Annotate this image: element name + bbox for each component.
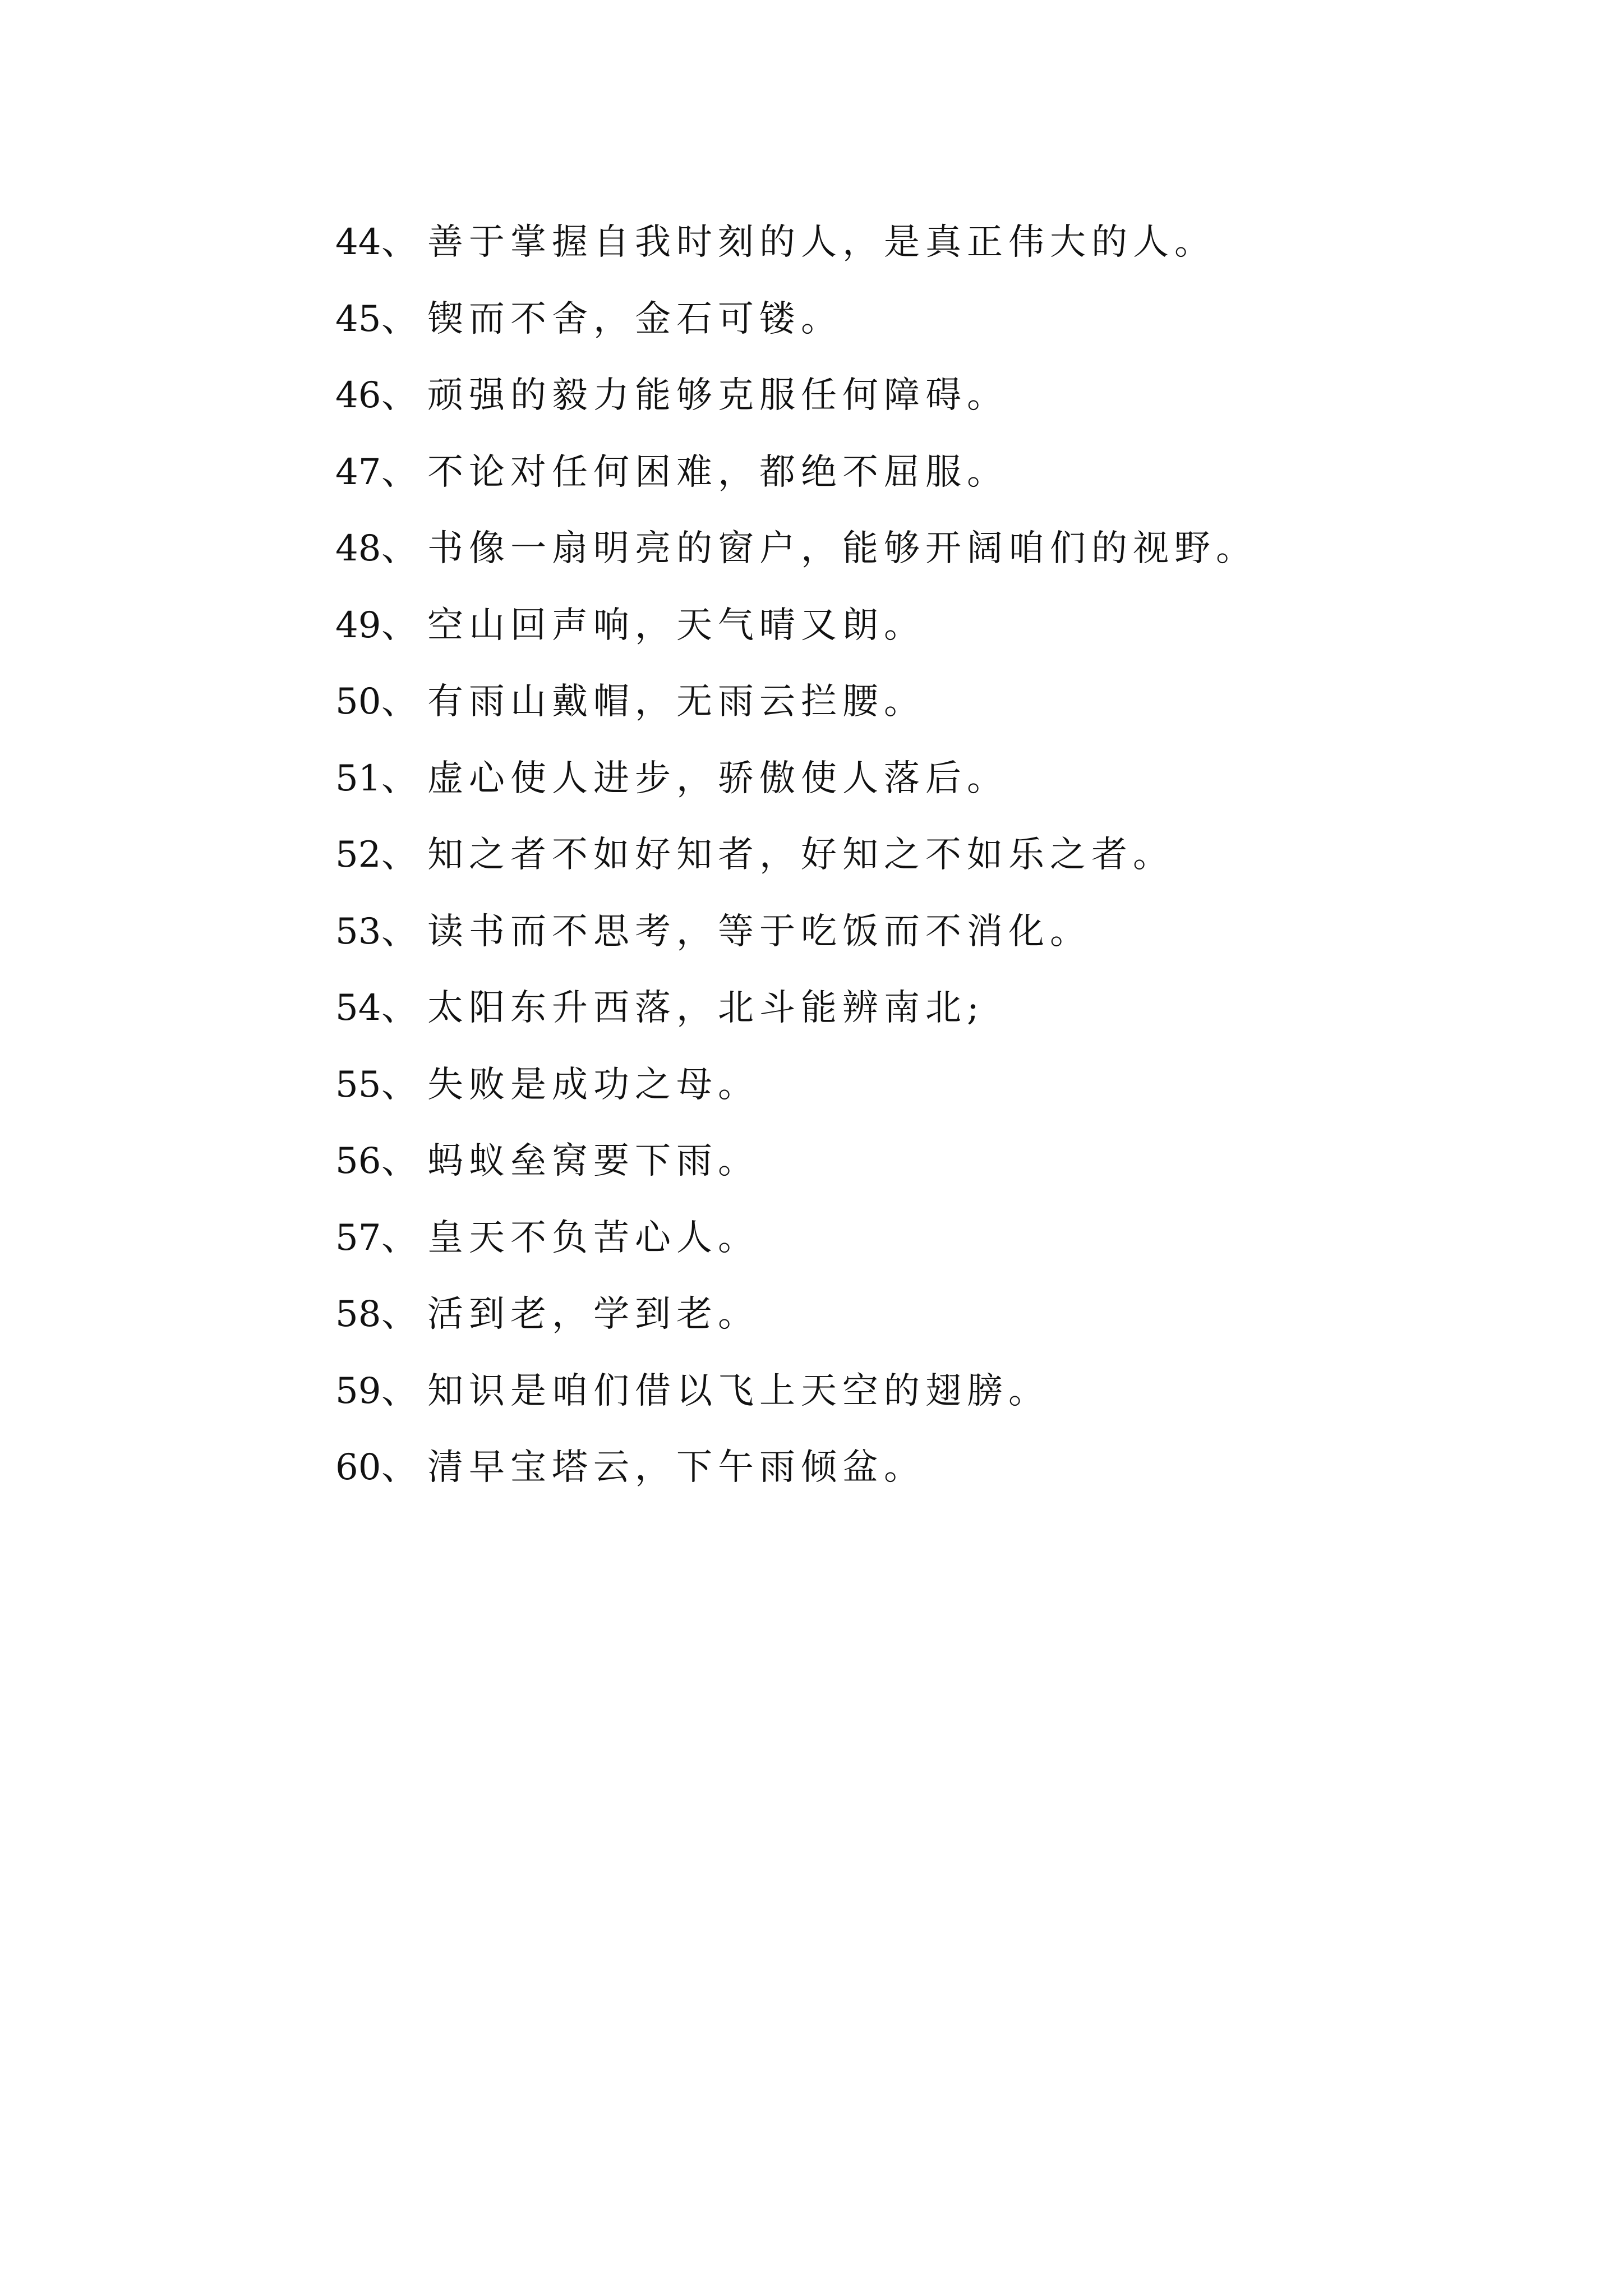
- item-separator: 、: [381, 987, 417, 1029]
- list-item: [335, 909, 1257, 986]
- item-number: 53: [335, 910, 381, 953]
- list-item: [335, 756, 1257, 833]
- list-item: [335, 1369, 1257, 1446]
- item-number: 60: [335, 1447, 381, 1488]
- item-text: 读书而不思考，等于吃饭而不消化。: [427, 910, 1091, 953]
- item-text: 锲而不舍，金石可镂。: [427, 298, 842, 340]
- item-separator: 、: [381, 1217, 417, 1259]
- item-separator: 、: [381, 834, 417, 876]
- item-number: 55: [335, 1064, 381, 1106]
- list-item: [335, 1292, 1257, 1369]
- item-number: 51: [335, 757, 381, 799]
- item-separator: 、: [381, 375, 417, 416]
- item-separator: 、: [381, 1140, 417, 1182]
- item-text: 有雨山戴帽，无雨云拦腰。: [427, 681, 925, 723]
- list-item: [335, 526, 1257, 603]
- list-item: [335, 297, 1257, 374]
- item-text: 善于掌握自我时刻的人，是真正伟大的人。: [427, 222, 1216, 263]
- item-text: 失败是成功之母。: [427, 1064, 759, 1106]
- item-number: 59: [335, 1370, 381, 1412]
- list-item: [335, 373, 1257, 450]
- item-number: 46: [335, 375, 381, 416]
- item-text: 清早宝塔云，下午雨倾盆。: [427, 1447, 925, 1488]
- item-separator: 、: [381, 757, 417, 799]
- item-number: 47: [335, 451, 381, 493]
- item-separator: 、: [381, 298, 417, 340]
- item-number: 54: [335, 987, 381, 1029]
- item-separator: 、: [381, 1064, 417, 1106]
- item-separator: 、: [381, 222, 417, 263]
- list-item: [335, 1216, 1257, 1292]
- item-separator: 、: [381, 451, 417, 493]
- item-number: 45: [335, 298, 381, 340]
- list-item: [335, 1445, 1257, 1522]
- item-text: 顽强的毅力能够克服任何障碍。: [427, 375, 1008, 416]
- list-item: [335, 603, 1257, 680]
- list-item: [335, 220, 1257, 297]
- numbered-proverb-list: [335, 220, 1257, 1522]
- list-item: [335, 1062, 1257, 1139]
- item-separator: 、: [381, 910, 417, 953]
- item-number: 56: [335, 1140, 381, 1182]
- item-text: 不论对任何困难，都绝不屈服。: [427, 451, 1008, 493]
- item-number: 50: [335, 681, 381, 723]
- item-separator: 、: [381, 1294, 417, 1335]
- item-text: 书像一扇明亮的窗户，能够开阔咱们的视野。: [427, 528, 1257, 569]
- item-separator: 、: [381, 1370, 417, 1412]
- item-text: 知识是咱们借以飞上天空的翅膀。: [427, 1370, 1050, 1412]
- item-text: 太阳东升西落，北斗能辨南北;: [427, 987, 985, 1029]
- item-number: 58: [335, 1294, 381, 1335]
- item-number: 52: [335, 834, 381, 876]
- item-separator: 、: [381, 681, 417, 723]
- list-item: [335, 1139, 1257, 1216]
- list-item: [335, 832, 1257, 909]
- item-number: 48: [335, 528, 381, 569]
- item-separator: 、: [381, 1447, 417, 1488]
- item-text: 活到老，学到老。: [427, 1294, 759, 1335]
- item-text: 空山回声响，天气晴又朗。: [427, 604, 925, 646]
- list-item: [335, 986, 1257, 1062]
- list-item: [335, 679, 1257, 756]
- item-number: 49: [335, 604, 381, 646]
- item-separator: 、: [381, 528, 417, 569]
- item-number: 57: [335, 1217, 381, 1259]
- item-text: 皇天不负苦心人。: [427, 1217, 759, 1259]
- item-separator: 、: [381, 604, 417, 646]
- list-item: [335, 450, 1257, 527]
- item-text: 知之者不如好知者，好知之不如乐之者。: [427, 834, 1174, 876]
- item-text: 虚心使人进步，骄傲使人落后。: [427, 757, 1008, 799]
- item-number: 44: [335, 222, 381, 263]
- item-text: 蚂蚁垒窝要下雨。: [427, 1140, 759, 1182]
